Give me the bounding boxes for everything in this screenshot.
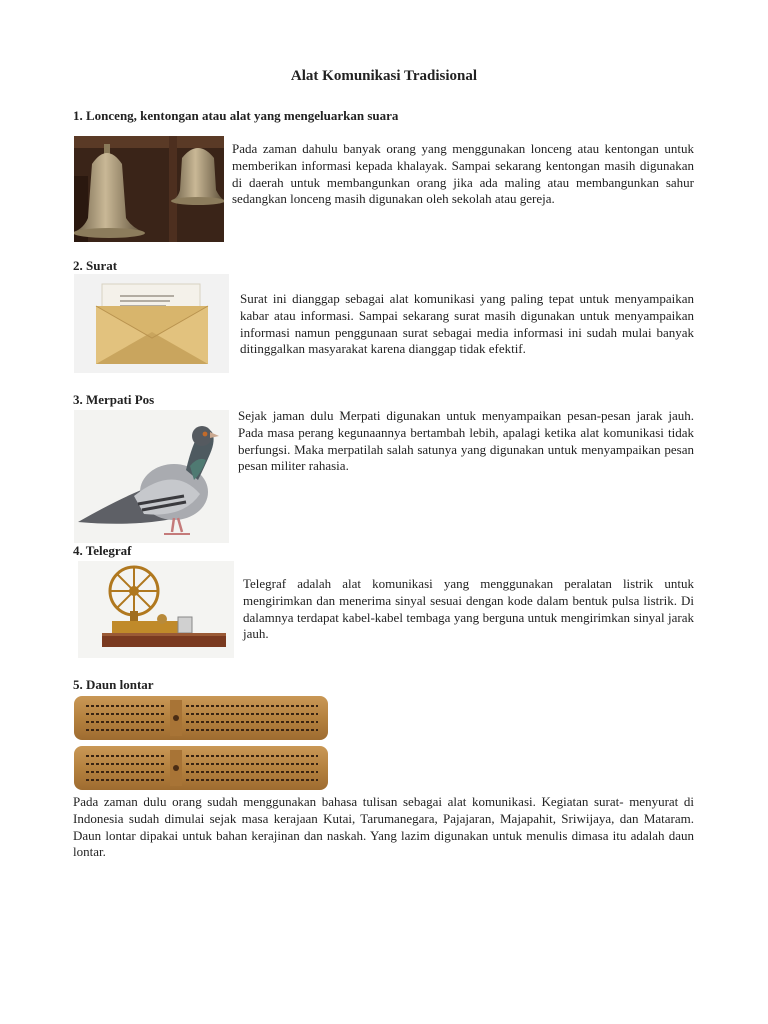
envelope-image	[74, 274, 229, 373]
page-title: Alat Komunikasi Tradisional	[290, 68, 478, 84]
section-2-heading: 2. Surat	[73, 258, 118, 273]
section-5-heading: 5. Daun lontar	[73, 677, 154, 692]
section-3-text: Sejak jaman dulu Merpati digunakan untuk menyampaikan pesan-pesan jarak jauh. Pada masa perang kegunaannya bertambah lebih, apalagi ketika alat komunikasi tidak berfungsi. Maka merpatilah salah satunya yang digunakan untuk menyampaikan pesan pesan militer rahasia.	[238, 408, 694, 474]
pigeon-image	[74, 410, 229, 543]
section-1-heading: 1. Lonceng, kentongan atau alat yang mengeluarkan suara	[73, 108, 399, 123]
section-2-text: Surat ini dianggap sebagai alat komunikasi yang paling tepat untuk menyampaikan kabar atau informasi. Sampai sekarang surat masih digunakan untuk menyampaikan informasi namun penggunaan surat sebagai media informasi ini sudah mulai banyak ditinggalkan masyarakat karena dianggap tidak efektif.	[240, 291, 694, 357]
section-1-text: Pada zaman dahulu banyak orang yang menggunakan lonceng atau kentongan untuk memberikan informasi kepada khalayak. Sampai sekarang kentongan masih digunakan di daerah untuk membangunkan orang jika ada maling atau membangunkan sahur sedangkan lonceng masih digunakan oleh sekolah atau gereja.	[232, 141, 694, 207]
section-3-heading: 3. Merpati Pos	[73, 392, 155, 407]
section-4-text: Telegraf adalah alat komunikasi yang menggunakan peralatan listrik untuk mengirimkan dan menerima sinyal sesuai dengan kode dalam bentuk pulsa listrik. Di dalamnya terdapat kabel-kabel tembaga yang berguna untuk mengirimkan sinyal jarak jauh.	[243, 576, 694, 642]
section-5-text: Pada zaman dulu orang sudah menggunakan bahasa tulisan sebagai alat komunikasi. Kegiatan surat- menyurat di Indonesia sudah dimulai sejak masa kerajaan Kutai, Tarumanegara, Pajajaran, Majapahit, Sriwijaya, dan Mataram. Daun lontar dipakai untuk bahan kerajinan dan naskah. Yang lazim digunakan untuk menulis dimasa itu adalah daun lontar.	[73, 794, 694, 860]
telegraph-image	[78, 561, 234, 658]
palm-leaf-manuscript-image	[74, 694, 330, 794]
bells-image	[74, 136, 224, 242]
section-4-heading: 4. Telegraf	[73, 543, 132, 558]
